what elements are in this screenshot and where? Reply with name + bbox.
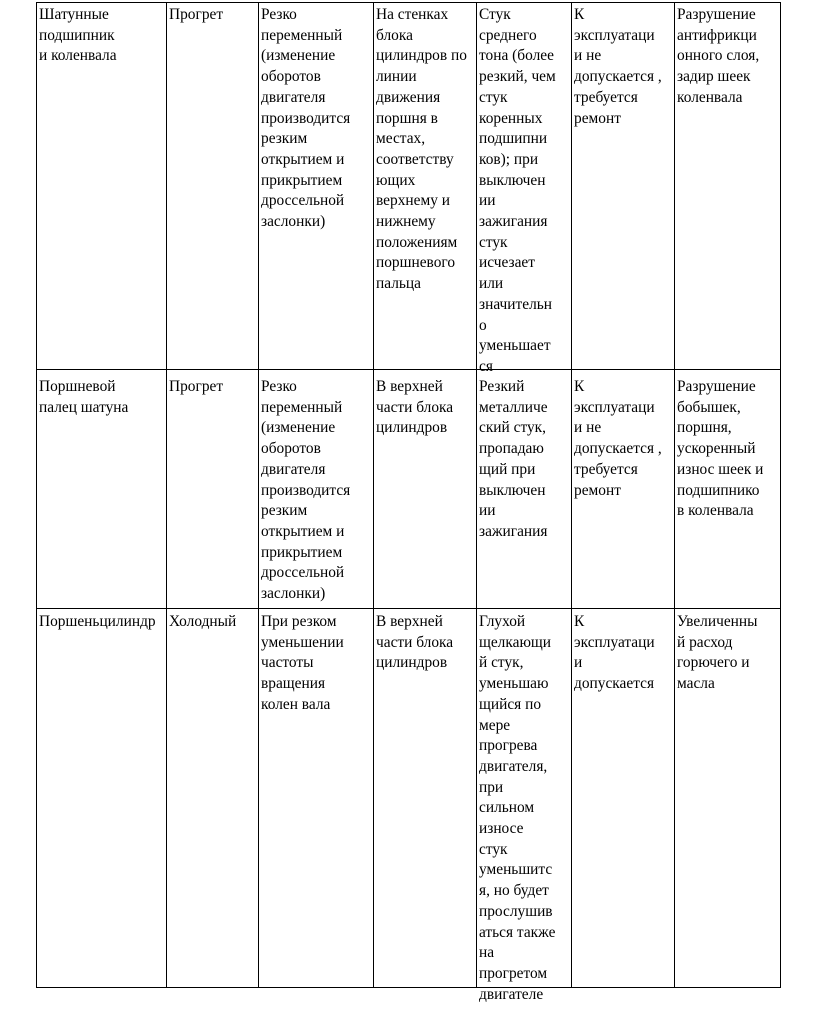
table-cell-location: На стенках блока цилиндров по линии движения поршня в местах, соответству ющих верхнему и нижнему положениям поршневого пальца: [376, 6, 467, 293]
table-cell-part: Поршневой палец шатуна: [39, 378, 129, 416]
table-cell-part: Шатунные подшипник и коленвала: [39, 6, 117, 65]
table-cell-mode: Прогрет: [169, 378, 224, 395]
table-cell-condition: Резко переменный (изменение оборотов двигателя производится резким открытием и прикрытием дроссельной заслонки): [261, 6, 351, 231]
table-cell-verdict: К эксплуатаци и допускается: [574, 613, 655, 693]
table-cell-location: В верхней части блока цилиндров: [376, 613, 454, 672]
table-cell-location: В верхней части блока цилиндров: [376, 378, 454, 437]
table-cell-sound: Резкий металличе ский стук, пропадаю щий при выключен ии зажигания: [479, 378, 548, 540]
table-cell-consequence: Увеличенны й расход горючего и масла: [677, 613, 758, 693]
table-cell-mode: Прогрет: [169, 6, 224, 23]
table-cell-condition: Резко переменный (изменение оборотов двигателя производится резким открытием и прикрытием дроссельной заслонки): [261, 378, 351, 603]
table-cell-sound: Глухой щелкающи й стук, уменьшаю щийся по мере прогрева двигателя, при сильном износе стук уменьшитс я, но будет прослушив аться также на прогретом двигателе: [479, 613, 556, 1003]
table-cell-part: Поршеньцилиндр: [39, 613, 156, 630]
table-cell-verdict: К эксплуатаци и не допускается , требуется ремонт: [574, 378, 662, 499]
table-cell-sound: Стук среднего тона (более резкий, чем стук коренных подшипни ков); при выключен ии зажигания стук исчезает или значительн о уменьшает ся: [479, 6, 556, 375]
table-cell-consequence: Разрушение антифрикци онного слоя, задир шеек коленвала: [677, 6, 760, 106]
table-cell-consequence: Разрушение бобышек, поршня, ускоренный износ шеек и подшипнико в коленвала: [677, 378, 764, 520]
table-cell-mode: Холодный: [169, 613, 237, 630]
table-cell-verdict: К эксплуатаци и не допускается , требуется ремонт: [574, 6, 662, 127]
table-cell-condition: При резком уменьшении частоты вращения колен вала: [261, 613, 344, 713]
